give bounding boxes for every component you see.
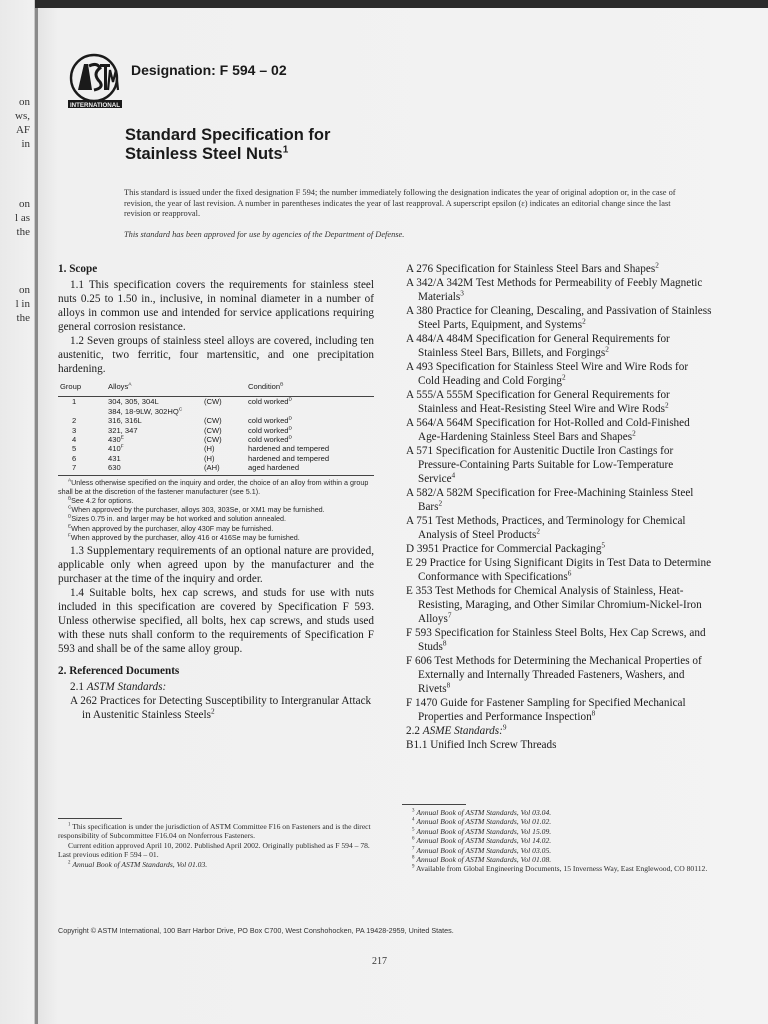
- cell-alloys: 321, 347: [108, 425, 138, 435]
- footnotes-right: [402, 804, 712, 874]
- para-1-4: 1.4 Suitable bolts, hex cap screws, and studs for use with nuts included in this specification are covered by Specification F 593. Unless otherwise specified, all bolts, hex cap screws, and studs used with these nuts shall conform to the requirements of Specification F 593 and shall be of the same alloy group.: [58, 587, 374, 656]
- reference-item: D 3951 Practice for Commercial Packaging$^5$: [406, 541, 606, 555]
- cell-cond-code: (CW): [204, 435, 222, 445]
- reference-item: A 751 Test Methods, Practices, and Terminology for Chemical Analysis of Steel Products$^2$: [406, 515, 686, 541]
- cell-condition: cold worked$^D$: [248, 397, 293, 407]
- reference-item: A 564/A 564M Specification for Hot-Rolled and Cold-Finished Age-Hardening Stainless Steel Bars and Shapes$^2$: [406, 417, 690, 443]
- dod-approval-note: This standard has been approved for use by agencies of the Department of Defense.: [124, 230, 405, 239]
- footnote: $^4$ Annual Book of ASTM Standards, Vol 01.02.: [412, 817, 552, 827]
- footnote: $^3$ Annual Book of ASTM Standards, Vol 03.04.: [412, 808, 552, 817]
- margin-word: AF: [15, 124, 30, 136]
- cell-group: 5: [72, 444, 77, 454]
- table-row: [58, 397, 374, 416]
- title-line-1: Standard Specification for: [125, 126, 331, 144]
- adjacent-page-strip: [0, 0, 35, 1024]
- col-header-alloys: Alloys$^A$: [106, 382, 202, 397]
- reference-item: A 380 Practice for Cleaning, Descaling, and Passivation of Stainless Steel Parts, Equipment, and Systems$^2$: [406, 305, 712, 331]
- margin-word: on: [19, 284, 30, 296]
- cell-alloys: 431: [108, 453, 121, 463]
- table-footnote: $^C$When approved by the purchaser, alloys 303, 303Se, or XM1 may be furnished.: [68, 504, 325, 515]
- footnote: $^7$ Annual Book of ASTM Standards, Vol 03.05.: [412, 845, 552, 855]
- margin-word: ws,: [15, 110, 30, 122]
- col-header-group: Group: [58, 382, 106, 397]
- reference-item: A 493 Specification for Stainless Steel Wire and Wire Rods for Cold Heading and Cold Forging$^2$: [406, 361, 689, 387]
- title-line-2: Stainless Steel Nuts$^1$: [125, 144, 289, 163]
- table-footnote: $^B$See 4.2 for options.: [68, 495, 134, 506]
- alloy-groups-table: [58, 382, 374, 473]
- sub-2-1: 2.1 ASTM Standards:: [70, 681, 167, 694]
- reference-item: A 555/A 555M Specification for General Requirements for Stainless and Heat-Resisting Steel Wire and Wire Rods$^2$: [406, 389, 670, 415]
- footnote-9: $^9$ Available from Global Engineering Documents, 15 Inverness Way, East Englewood, CO 80112.: [412, 864, 708, 874]
- table-row: [58, 435, 374, 444]
- cell-group: 6: [72, 453, 77, 463]
- margin-word: the: [16, 312, 30, 324]
- cell-condition: cold worked$^D$: [248, 416, 293, 426]
- table-row: [58, 463, 374, 472]
- cell-condition: hardened and tempered: [248, 453, 330, 463]
- document-page: [38, 8, 768, 1024]
- cell-condition: aged hardened: [248, 463, 300, 473]
- cell-condition: cold worked$^D$: [248, 425, 293, 435]
- reference-item: F 593 Specification for Stainless Steel Bolts, Hex Cap Screws, and Studs$^8$: [406, 627, 706, 653]
- reference-item: A 276 Specification for Stainless Steel Bars and Shapes$^2$: [406, 261, 659, 275]
- cell-alloys: 630: [108, 463, 121, 473]
- footnote: $^8$ Annual Book of ASTM Standards, Vol 01.08.: [412, 855, 552, 865]
- left-column: [58, 262, 374, 722]
- section-heading-scope: 1. Scope: [58, 263, 98, 275]
- table-footnote: $^D$Sizes 0.75 in. and larger may be hot worked and solution annealed.: [68, 514, 286, 524]
- scan-top-edge: [0, 0, 768, 8]
- standard-notice: This standard is issued under the fixed designation F 594; the number immediately following the designation indicates the year of original adoption or, in the case of revision, the year of last revision. A number in parentheses indicates the year of last reapproval. A superscript epsilon (ε) indicates an editorial change since the last revision or reapproval.: [124, 188, 676, 218]
- reference-item: A 484/A 484M Specification for General Requirements for Stainless Steel Bars, Billets, and Forgings$^2$: [406, 333, 670, 359]
- cell-alloys: 304, 305, 304L 384, 18-9LW, $302HQ^C$: [108, 397, 183, 416]
- cell-condition: cold worked$^D$: [248, 435, 293, 445]
- cell-cond-code: (H): [204, 453, 215, 463]
- reference-item: F 606 Test Methods for Determining the Mechanical Properties of Externally and Internally Threaded Fasteners, Washers, and Rivets$^8$: [406, 655, 702, 695]
- cell-group: 1: [72, 397, 77, 407]
- margin-word: on: [19, 96, 30, 108]
- cell-cond-code: (CW): [204, 425, 222, 435]
- cell-cond-code: (CW): [204, 397, 222, 407]
- footnote-edition: Current edition approved April 10, 2002. Published April 2002. Originally published as F 594 – 78. Last previous edition F 594 – 01.: [58, 840, 370, 860]
- col-header-condition: Condition$^B$: [246, 382, 374, 397]
- footnotes-left: [58, 818, 374, 869]
- page-number: 217: [372, 956, 387, 967]
- table-footnote: $^E$When approved by the purchaser, alloy 430F may be furnished.: [68, 523, 274, 533]
- cell-group: 3: [72, 425, 77, 435]
- copyright-line: Copyright © ASTM International, 100 Barr Harbor Drive, PO Box C700, West Conshohocken, PA 19428-2959, United States.: [58, 926, 454, 935]
- cell-alloys: 316, 316L: [108, 416, 142, 426]
- margin-word: l as: [15, 212, 30, 224]
- reference-item: A 582/A 582M Specification for Free-Machining Stainless Steel Bars$^2$: [406, 487, 694, 513]
- cell-alloys: $430^E$: [108, 435, 124, 445]
- para-1-1: 1.1 This specification covers the requirements for stainless steel nuts 0.25 to 1.50 in., inclusive, in nominal diameter in a number of alloys in common use and intended for service applications requiring general corrosion resistance.: [58, 279, 374, 333]
- reference-item: E 353 Test Methods for Chemical Analysis of Stainless, Heat-Resisting, Maraging, and Other Similar Chromium-Nickel-Iron Alloys$^7$: [406, 585, 702, 625]
- table-row: [58, 444, 374, 453]
- reference-item: F 1470 Guide for Fastener Sampling for Specified Mechanical Properties and Performance Inspection$^8$: [406, 697, 686, 723]
- footnote-2: $^2$ Annual Book of ASTM Standards, Vol 01.03.: [68, 859, 208, 869]
- margin-word: on: [19, 198, 30, 210]
- margin-word: in: [21, 138, 30, 150]
- reference-item: E 29 Practice for Using Significant Digits in Test Data to Determine Conformance with Specifications$^6$: [406, 557, 712, 583]
- cell-group: 4: [72, 435, 77, 445]
- footnote-1: $^1$ This specification is under the jurisdiction of ASTM Committee F16 on Fasteners and is the direct responsibility of Subcommittee F16.04 on Nonferrous Fasteners.: [58, 822, 371, 841]
- logo-text: INTERNATIONAL: [69, 101, 121, 109]
- para-1-3: 1.3 Supplementary requirements of an optional nature are provided, applicable only when agreed upon by the manufacturer and the purchaser at the time of the inquiry and order.: [58, 545, 374, 586]
- footnote: $^6$ Annual Book of ASTM Standards, Vol 14.02.: [412, 836, 552, 846]
- cell-alloys: $410^F$: [108, 444, 124, 454]
- astm-logo-icon: [64, 52, 124, 114]
- reference-item: A 342/A 342M Test Methods for Permeability of Feebly Magnetic Materials$^3$: [406, 277, 703, 303]
- cell-cond-code: (AH): [204, 463, 220, 473]
- cell-condition: hardened and tempered: [248, 444, 330, 454]
- document-title: [125, 126, 330, 164]
- cell-cond-code: (H): [204, 444, 215, 454]
- para-1-2: 1.2 Seven groups of stainless steel alloys are covered, including ten austenitic, two ferritic, four martensitic, and one precipitation hardening.: [58, 335, 374, 375]
- table-footnotes: [58, 475, 374, 542]
- margin-word: l in: [15, 298, 30, 310]
- footnote-rule: [58, 818, 122, 819]
- table-row: [58, 416, 374, 425]
- right-column: [406, 262, 712, 752]
- cell-group: 2: [72, 416, 77, 426]
- margin-word: the: [16, 226, 30, 238]
- ref-b1-1: B1.1 Unified Inch Screw Threads: [406, 739, 557, 751]
- reference-item: A 571 Specification for Austenitic Ductile Iron Castings for Pressure-Containing Parts Suitable for Low-Temperature Service$^4$: [406, 445, 674, 485]
- cell-cond-code: (CW): [204, 416, 222, 426]
- designation: Designation: F 594 – 02: [131, 62, 287, 78]
- table-footnote: $^F$When approved by the purchaser, alloy 416 or 416Se may be furnished.: [68, 532, 300, 542]
- sub-2-2: 2.2 ASME Standards:$^9$: [406, 723, 507, 737]
- table-header-row: [58, 382, 374, 397]
- ref-a262: A 262 Practices for Detecting Susceptibility to Intergranular Attack in Austenitic Stainless Steels$^2$: [70, 695, 372, 722]
- section-heading-referenced-documents: 2. Referenced Documents: [58, 665, 180, 678]
- table-footnote: $^A$Unless otherwise specified on the inquiry and order, the choice of an alloy from within a group shall be at the discretion of the fastener manufacturer (see 5.1).: [58, 477, 369, 496]
- footnote-rule: [402, 804, 466, 805]
- footnote: $^5$ Annual Book of ASTM Standards, Vol 15.09.: [412, 826, 552, 836]
- table-row: [58, 454, 374, 463]
- col-header-cond-code: [202, 382, 246, 397]
- table-row: [58, 426, 374, 435]
- cell-group: 7: [72, 463, 77, 473]
